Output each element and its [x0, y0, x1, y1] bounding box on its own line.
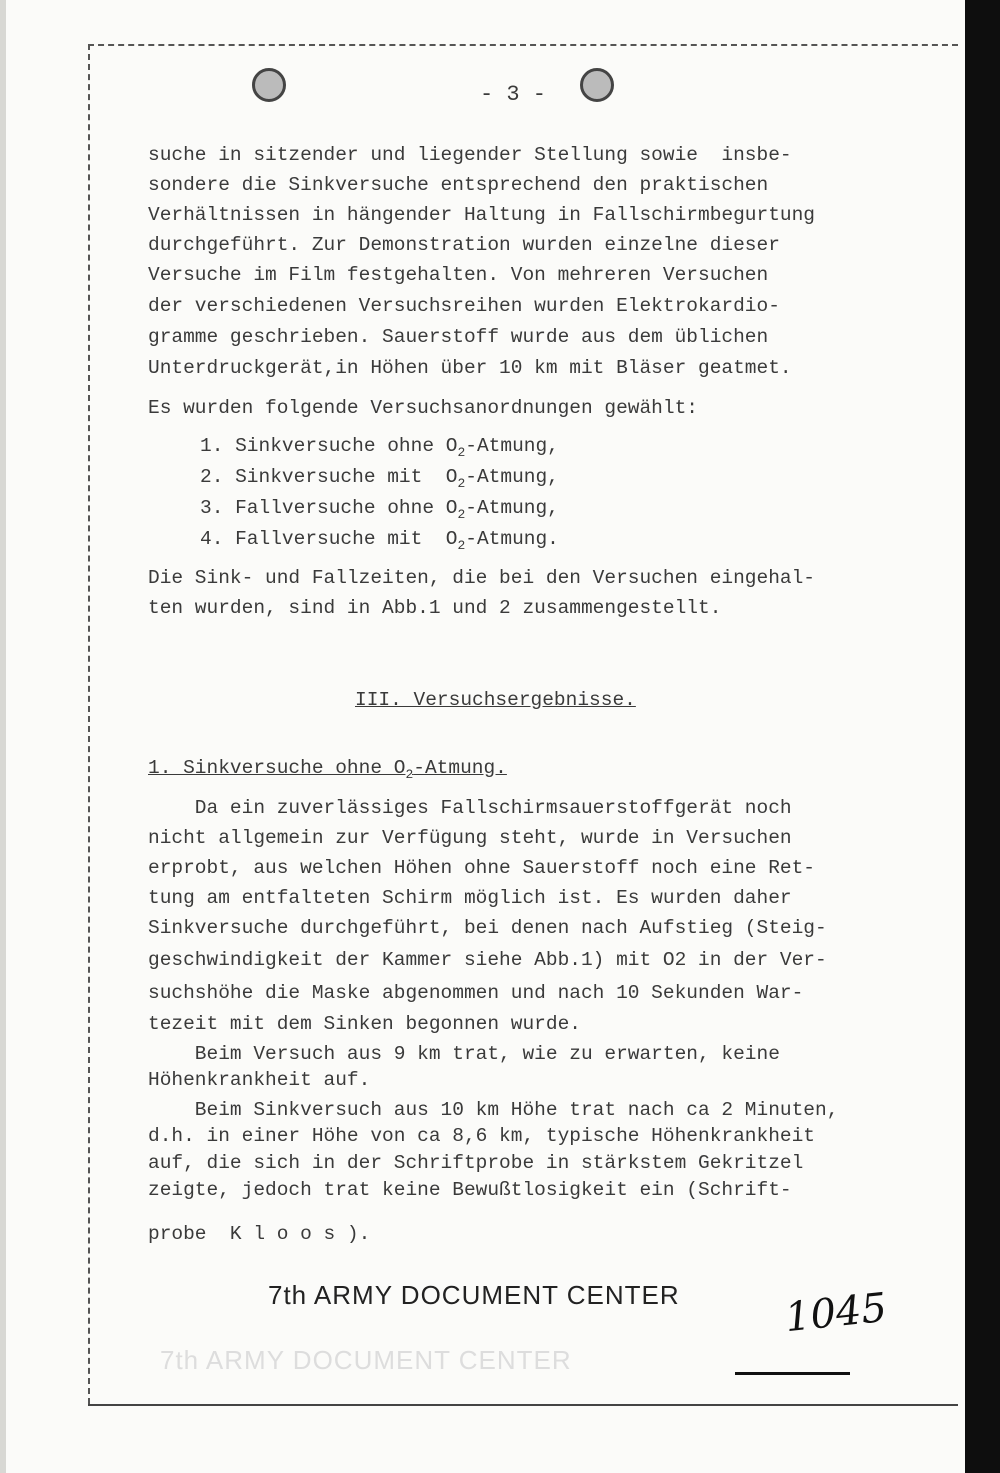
text-line: erprobt, aus welchen Höhen ohne Sauerstoff noch eine Ret-: [148, 857, 816, 879]
list-item: [200, 434, 559, 465]
text-line: suche in sitzender und liegender Stellung sowie insbe-: [148, 144, 792, 166]
handwritten-number: 1045: [782, 1284, 889, 1342]
list-text: Fallversuche ohne O: [235, 497, 458, 519]
text-line: gramme geschrieben. Sauerstoff wurde aus dem üblichen: [148, 326, 769, 348]
text-line: probe K l o o s ).: [148, 1223, 371, 1245]
punch-hole-right: [580, 68, 614, 102]
ghost-stamp: 7th ARMY DOCUMENT CENTER: [160, 1345, 572, 1375]
text-line: Da ein zuverlässiges Fallschirmsauerstoffgerät noch: [148, 797, 792, 819]
text-line: Verhältnissen in hängender Haltung in Fallschirmbegurtung: [148, 204, 816, 226]
list-text: -Atmung.: [465, 528, 559, 550]
subscript: 2: [457, 444, 466, 460]
text-line: zeigte, jedoch trat keine Bewußtlosigkeit ein (Schrift-: [148, 1179, 792, 1201]
scan-right-edge: [965, 0, 1000, 1473]
list-text: Fallversuche mit O: [235, 528, 458, 550]
subscript: 2: [457, 475, 466, 491]
list-text: Sinkversuche ohne O: [235, 435, 458, 457]
text-line: d.h. in einer Höhe von ca 8,6 km, typische Höhenkrankheit: [148, 1125, 816, 1147]
scan-left-edge: [0, 0, 6, 1473]
text-line: suchshöhe die Maske abgenommen und nach 10 Sekunden War-: [148, 982, 804, 1004]
page-border-bottom: [88, 1404, 958, 1406]
subscript: 2: [405, 766, 414, 782]
list-intro: Es wurden folgende Versuchsanordnungen gewählt:: [148, 397, 698, 419]
page-number: - 3 -: [480, 82, 547, 107]
heading-text: -Atmung.: [413, 757, 507, 779]
heading-text: 1. Sinkversuche ohne O: [148, 757, 406, 779]
subscript: 2: [457, 537, 466, 553]
list-number: 2.: [200, 466, 224, 488]
page-border-top: [88, 44, 958, 46]
punch-hole-left: [252, 68, 286, 102]
text-line: Versuche im Film festgehalten. Von mehreren Versuchen: [148, 264, 769, 286]
text-line: der verschiedenen Versuchsreihen wurden Elektrokardio-: [148, 295, 780, 317]
text-line: Die Sink- und Fallzeiten, die bei den Versuchen eingehal-: [148, 567, 816, 589]
list-item: [200, 527, 559, 558]
subsection-heading: [148, 756, 507, 787]
text-line: Unterdruckgerät,in Höhen über 10 km mit Bläser geatmet.: [148, 357, 792, 379]
list-text: -Atmung,: [465, 497, 559, 519]
text-line: sondere die Sinkversuche entsprechend den praktischen: [148, 174, 769, 196]
list-text: -Atmung,: [465, 435, 559, 457]
list-number: 3.: [200, 497, 224, 519]
text-line: tezeit mit dem Sinken begonnen wurde.: [148, 1013, 581, 1035]
handwritten-underline: [735, 1372, 850, 1375]
text-line: ten wurden, sind in Abb.1 und 2 zusammengestellt.: [148, 597, 722, 619]
list-number: 1.: [200, 435, 224, 457]
text-line: Beim Sinkversuch aus 10 km Höhe trat nach ca 2 Minuten,: [148, 1099, 839, 1121]
list-text: Sinkversuche mit O: [235, 466, 458, 488]
text-line: Beim Versuch aus 9 km trat, wie zu erwarten, keine: [148, 1043, 780, 1065]
page-border-left: [88, 44, 90, 1404]
text-line: auf, die sich in der Schriftprobe in stärkstem Gekritzel: [148, 1152, 804, 1174]
text-line: nicht allgemein zur Verfügung steht, wurde in Versuchen: [148, 827, 792, 849]
archive-stamp: 7th ARMY DOCUMENT CENTER: [268, 1280, 680, 1310]
list-number: 4.: [200, 528, 224, 550]
list-text: -Atmung,: [465, 466, 559, 488]
list-item: [200, 496, 559, 527]
text-line: geschwindigkeit der Kammer siehe Abb.1) mit O2 in der Ver-: [148, 949, 827, 971]
text-line: tung am entfalteten Schirm möglich ist. Es wurden daher: [148, 887, 792, 909]
subscript: 2: [457, 506, 466, 522]
text-line: Sinkversuche durchgeführt, bei denen nach Aufstieg (Steig-: [148, 917, 827, 939]
list-item: [200, 465, 559, 496]
text-line: durchgeführt. Zur Demonstration wurden einzelne dieser: [148, 234, 780, 256]
text-line: Höhenkrankheit auf.: [148, 1069, 371, 1091]
section-heading: III. Versuchsergebnisse.: [355, 689, 636, 711]
